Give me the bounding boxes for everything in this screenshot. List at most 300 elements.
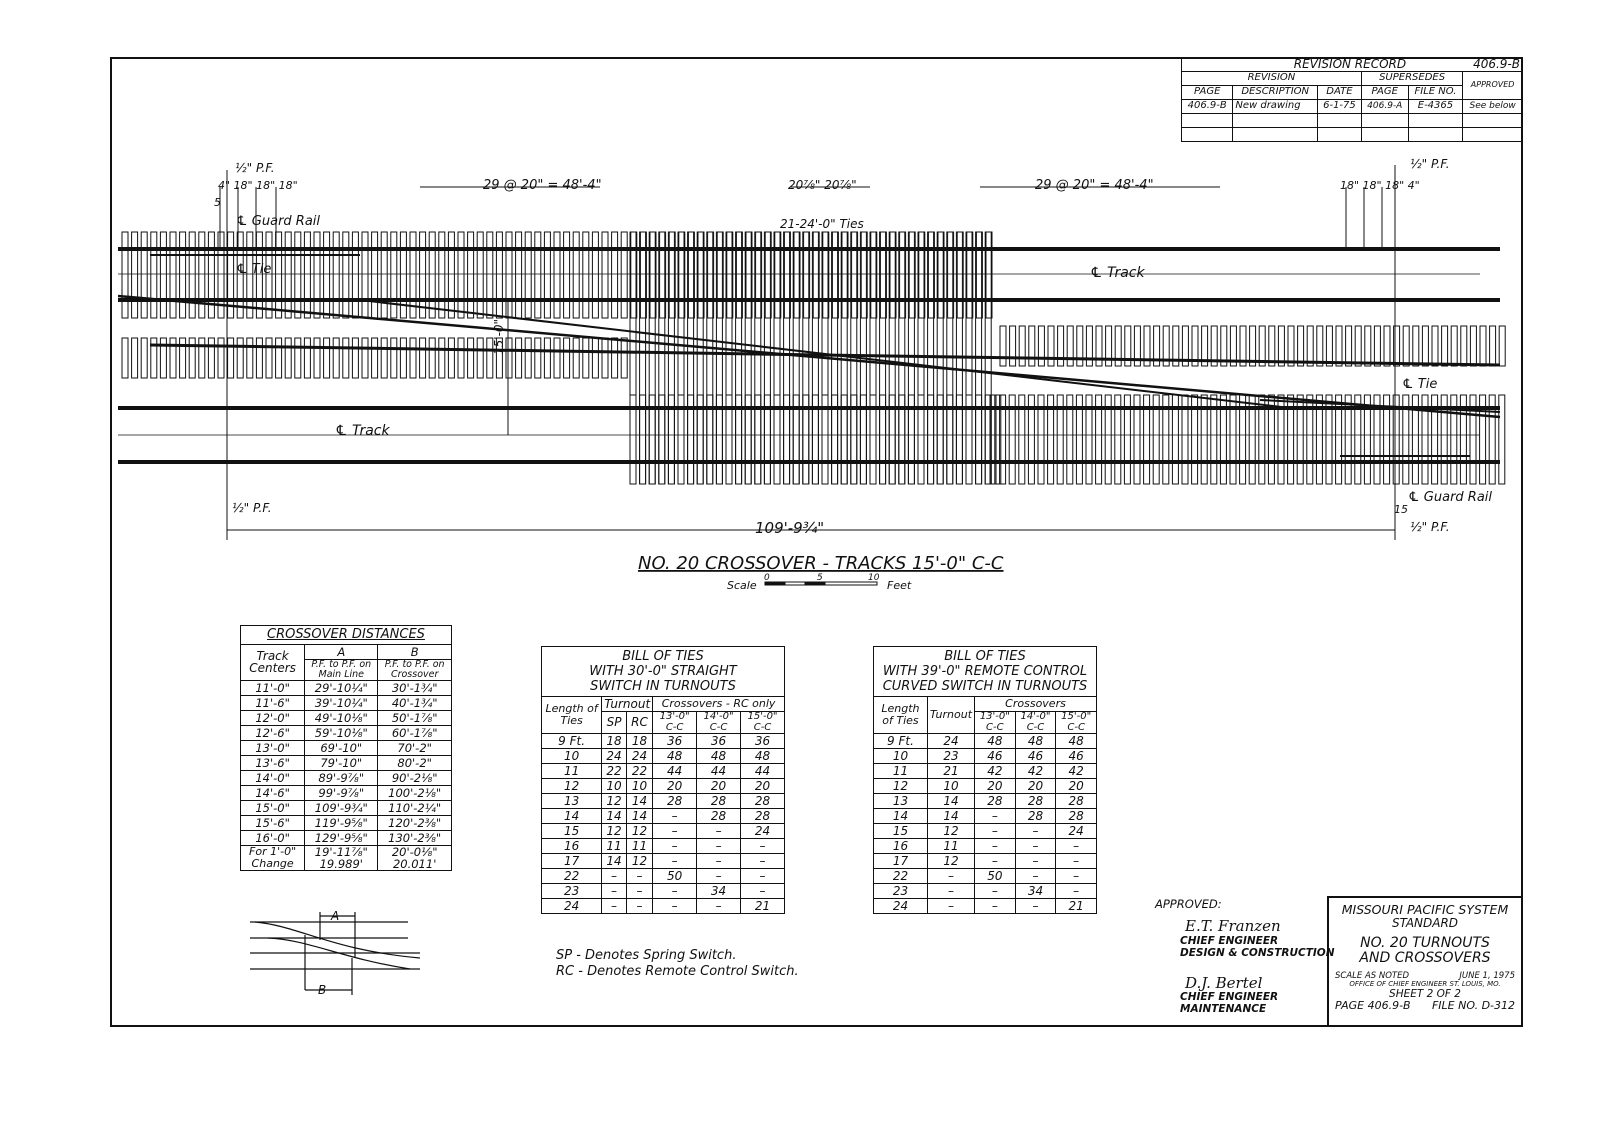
table-cell: 28 <box>1015 809 1056 824</box>
ties-left-dimension: 4" 18" 18" 18" <box>218 179 298 192</box>
signature-1-title <box>1180 935 1334 959</box>
tie <box>362 338 368 378</box>
table-cell: – <box>1056 854 1097 869</box>
table-row <box>241 755 452 770</box>
tie <box>468 232 474 318</box>
table-cell: – <box>697 854 741 869</box>
bill-curved-title-3: CURVED SWITCH IN TURNOUTS <box>882 679 1088 694</box>
table-cell: 48 <box>1015 734 1056 749</box>
tie <box>544 232 550 318</box>
tie <box>372 338 378 378</box>
tie <box>151 232 157 318</box>
tie <box>208 338 214 378</box>
table-cell: 12 <box>542 779 602 794</box>
table-cell: 13'-0" <box>241 740 305 755</box>
table-cell: – <box>1056 869 1097 884</box>
table-row <box>241 680 452 695</box>
table-cell: 21 <box>927 764 974 779</box>
table-cell: – <box>1056 839 1097 854</box>
tie <box>180 232 186 318</box>
table-cell: 44 <box>697 764 741 779</box>
tie <box>477 338 483 378</box>
table-row <box>542 794 785 809</box>
table-cell: 12 <box>626 824 652 839</box>
sheet-number: SHEET 2 OF 2 <box>1389 987 1461 1000</box>
rev-col-date: DATE <box>1318 86 1362 100</box>
tie <box>516 232 522 318</box>
table-cell: 10 <box>874 749 928 764</box>
tie <box>1278 326 1284 366</box>
table-row <box>874 824 1097 839</box>
tie <box>1307 326 1313 366</box>
table-cell: 17 <box>874 854 928 869</box>
table-cell: 48 <box>975 734 1016 749</box>
change-b-cell <box>378 845 452 870</box>
table-cell: 13 <box>874 794 928 809</box>
table-cell: 17 <box>542 854 602 869</box>
sketch-label-a: A <box>331 909 340 923</box>
table-cell: 15'-6" <box>241 815 305 830</box>
tie <box>458 338 464 378</box>
table-cell: – <box>602 884 627 899</box>
table-cell: 24 <box>626 749 652 764</box>
table-cell: 48 <box>653 749 697 764</box>
long-ties-label: 21-24'-0" Ties <box>780 217 864 231</box>
tie <box>199 338 205 378</box>
tie <box>448 338 454 378</box>
tie <box>381 232 387 318</box>
table-cell: 23 <box>927 749 974 764</box>
tie <box>122 232 128 318</box>
table-cell: 130'-2⅜" <box>378 830 452 845</box>
note-rc: RC - Denotes Remote Control Switch. <box>556 964 799 979</box>
table-cell: 36 <box>653 734 697 749</box>
table-cell: – <box>697 869 741 884</box>
table-cell: 9 Ft. <box>542 734 602 749</box>
table-cell: 16 <box>874 839 928 854</box>
change-b-2: 20.011' <box>392 857 437 871</box>
tie <box>602 338 608 378</box>
table-cell: 15'-0" <box>241 800 305 815</box>
table-row <box>241 830 452 845</box>
bill-straight-sub-rc: RC <box>626 712 652 734</box>
table-row <box>542 854 785 869</box>
table-cell: 14 <box>602 854 627 869</box>
table-cell: – <box>653 839 697 854</box>
tie <box>1499 326 1505 366</box>
bill-curved-col-turnout: Turnout <box>927 697 974 734</box>
tie <box>237 338 243 378</box>
tie <box>458 232 464 318</box>
tie-right-label: ℄ Tie <box>1402 377 1438 392</box>
track-centers-label: 15'-0" <box>492 318 506 355</box>
bill-curved-title-1: BILL OF TIES <box>944 649 1026 664</box>
table-cell: 46 <box>1015 749 1056 764</box>
table-cell: 48 <box>697 749 741 764</box>
note-sp: SP - Denotes Spring Switch. <box>556 948 737 963</box>
guard-rail-left-label: ℄ Guard Rail <box>236 214 321 229</box>
tie <box>295 232 301 318</box>
tie <box>314 338 320 378</box>
table-cell: 13'-6" <box>241 755 305 770</box>
tie <box>525 232 531 318</box>
bill-curved-sub-15: 15'-0" C-C <box>1056 712 1097 734</box>
bill-of-ties-curved-table <box>873 646 1097 914</box>
table-cell: 24 <box>542 899 602 914</box>
tie <box>1432 326 1438 366</box>
table-cell: 36 <box>697 734 741 749</box>
table-cell: – <box>741 854 785 869</box>
table-cell: 16 <box>542 839 602 854</box>
tie <box>477 232 483 318</box>
table-cell: 14 <box>626 794 652 809</box>
bill-straight-col-length: Length of Ties <box>542 697 602 734</box>
tie <box>1451 326 1457 366</box>
tie <box>1326 326 1332 366</box>
change-label: For 1'-0" Change <box>241 845 305 870</box>
table-cell: 34 <box>1015 884 1056 899</box>
tie <box>1336 326 1342 366</box>
table-row <box>874 734 1097 749</box>
bill-straight-title-3: SWITCH IN TURNOUTS <box>590 679 736 694</box>
rev-col-page: PAGE <box>1182 86 1233 100</box>
table-cell: 36 <box>741 734 785 749</box>
tie <box>1470 326 1476 366</box>
tie <box>1384 326 1390 366</box>
bill-straight-col-turnout: Turnout <box>602 697 653 712</box>
approved-header: APPROVED <box>1463 72 1523 100</box>
crossover-distances-rows <box>241 680 452 845</box>
table-cell: 22 <box>626 764 652 779</box>
table-row <box>874 869 1097 884</box>
table-row <box>241 725 452 740</box>
table-cell: – <box>975 899 1016 914</box>
tie <box>362 232 368 318</box>
tie <box>1010 326 1016 366</box>
table-cell: 11 <box>626 839 652 854</box>
table-cell: 11'-0" <box>241 680 305 695</box>
table-cell: 10 <box>602 779 627 794</box>
tie <box>506 338 512 378</box>
page-number: PAGE 406.9-B <box>1335 999 1411 1013</box>
tie <box>535 232 541 318</box>
tie <box>621 232 627 318</box>
tie <box>247 338 253 378</box>
table-cell: 24 <box>741 824 785 839</box>
table-cell: 10 <box>626 779 652 794</box>
table-cell: 42 <box>975 764 1016 779</box>
tie <box>1442 326 1448 366</box>
spacing-center-label: 20⅞" 20⅞" <box>788 178 857 192</box>
table-cell: 119'-9⅝" <box>305 815 378 830</box>
table-cell: 48 <box>741 749 785 764</box>
table-row <box>241 695 452 710</box>
tie <box>132 338 138 378</box>
bill-curved-title <box>874 647 1097 697</box>
table-cell: – <box>653 854 697 869</box>
tie <box>487 232 493 318</box>
scale-tick-0: 0 <box>764 573 770 583</box>
revision-group-header: REVISION <box>1182 72 1362 86</box>
table-row <box>241 785 452 800</box>
tie <box>612 232 618 318</box>
table-cell: 28 <box>975 794 1016 809</box>
table-cell: 15 <box>542 824 602 839</box>
table-cell: 14'-6" <box>241 785 305 800</box>
crossover-distances-table <box>240 625 452 871</box>
bill-straight-title-2: WITH 30'-0" STRAIGHT <box>589 664 737 679</box>
scale-tick-5: 5 <box>817 573 823 583</box>
table-cell: 24 <box>927 734 974 749</box>
table-cell: 12'-6" <box>241 725 305 740</box>
sig2-title-1: CHIEF ENGINEER <box>1180 991 1279 1003</box>
table-row <box>542 764 785 779</box>
tie <box>612 338 618 378</box>
table-cell: 23 <box>542 884 602 899</box>
tie <box>1355 326 1361 366</box>
table-cell: – <box>1015 899 1056 914</box>
tie <box>573 232 579 318</box>
tie <box>439 232 445 318</box>
table-cell: 28 <box>697 794 741 809</box>
tie <box>1038 326 1044 366</box>
table-cell: – <box>697 899 741 914</box>
tie <box>525 338 531 378</box>
spacing-right-label: 29 @ 20" = 48'-4" <box>1035 178 1154 193</box>
standard-label: STANDARD <box>1391 915 1459 930</box>
bill-straight-col-crossovers: Crossovers - RC only <box>653 697 785 712</box>
change-a-2: 19.989' <box>319 857 363 871</box>
tie <box>1317 326 1323 366</box>
tie <box>621 338 627 378</box>
table-cell: 80'-2" <box>378 755 452 770</box>
table-cell: 14 <box>542 809 602 824</box>
switch-notes <box>556 948 799 980</box>
track-centerline-lower-label: ℄ Track <box>335 423 390 439</box>
tie <box>1490 326 1496 366</box>
signature-2: D.J. Bertel <box>1185 974 1263 992</box>
tie <box>592 232 598 318</box>
table-cell: 48 <box>1056 734 1097 749</box>
table-cell: 69'-10" <box>305 740 378 755</box>
tie <box>352 338 358 378</box>
col-track-centers: Track Centers <box>241 645 305 681</box>
table-cell: 22 <box>542 869 602 884</box>
tie-left-label: ℄ Tie <box>236 262 272 277</box>
bill-straight-sub-15: 15'-0" C-C <box>741 712 785 734</box>
tie <box>1480 326 1486 366</box>
table-row <box>542 899 785 914</box>
tie <box>564 232 570 318</box>
tie <box>516 338 522 378</box>
table-cell: 109'-9¾" <box>305 800 378 815</box>
bill-straight-title <box>542 647 785 697</box>
tie <box>333 232 339 318</box>
tie <box>496 232 502 318</box>
table-cell: 24 <box>602 749 627 764</box>
table-cell: 50'-1⅞" <box>378 710 452 725</box>
tie <box>170 232 176 318</box>
tie <box>189 338 195 378</box>
tie <box>583 232 589 318</box>
tie <box>1019 326 1025 366</box>
title-block <box>1327 896 1523 1027</box>
approved-label: APPROVED: <box>1155 897 1222 911</box>
rev-col-file-no: FILE NO. <box>1408 86 1463 100</box>
guard-rail-right-label: ℄ Guard Rail <box>1408 490 1493 505</box>
tie <box>1048 326 1054 366</box>
tie <box>506 232 512 318</box>
table-cell: 129'-9⅝" <box>305 830 378 845</box>
table-cell: 14 <box>602 809 627 824</box>
tie <box>592 338 598 378</box>
col-a-sub: P.F. to P.F. on Main Line <box>305 660 378 681</box>
table-row <box>542 779 785 794</box>
tie <box>122 338 128 378</box>
table-cell: – <box>927 869 974 884</box>
table-cell: – <box>741 884 785 899</box>
bill-curved-col-crossovers: Crossovers <box>975 697 1097 712</box>
tie <box>544 338 550 378</box>
rev-row-description: New drawing <box>1233 100 1318 114</box>
ties-right-dimension: 18" 18" 18" 4" <box>1340 179 1420 192</box>
table-row <box>241 740 452 755</box>
table-row <box>874 854 1097 869</box>
table-cell: 11 <box>874 764 928 779</box>
table-cell: 50 <box>653 869 697 884</box>
table-cell: 120'-2⅜" <box>378 815 452 830</box>
table-cell: 20 <box>1056 779 1097 794</box>
tie <box>468 338 474 378</box>
tie <box>554 232 560 318</box>
table-cell: 28 <box>1056 794 1097 809</box>
table-row <box>542 869 785 884</box>
dim-15-label: 15 <box>1394 503 1408 516</box>
tie <box>314 232 320 318</box>
sig1-title-1: CHIEF ENGINEER <box>1180 935 1279 947</box>
pf-top-right-label: ½" P.F. <box>1410 157 1450 171</box>
table-cell: 70'-2" <box>378 740 452 755</box>
table-cell: 18 <box>602 734 627 749</box>
rev-row-page: 406.9-B <box>1182 100 1233 114</box>
table-cell: 12 <box>874 779 928 794</box>
scale-unit: Feet <box>887 579 912 592</box>
change-b-1: 20'-0⅛" <box>391 844 438 859</box>
table-row <box>874 839 1097 854</box>
table-cell: 29'-10¼" <box>305 680 378 695</box>
tie <box>554 338 560 378</box>
tie <box>324 338 330 378</box>
tie <box>583 338 589 378</box>
tie <box>1298 326 1304 366</box>
table-cell: 22 <box>874 869 928 884</box>
table-cell: 20 <box>697 779 741 794</box>
table-cell: 24 <box>1056 824 1097 839</box>
crossover-distances-title: CROSSOVER DISTANCES <box>241 626 452 645</box>
table-cell: – <box>697 839 741 854</box>
table-cell: 14'-0" <box>241 770 305 785</box>
sheet-title-1: NO. 20 TURNOUTS <box>1360 934 1490 951</box>
bill-straight-sub-14: 14'-0" C-C <box>697 712 741 734</box>
sig1-title-2: DESIGN & CONSTRUCTION <box>1180 947 1335 959</box>
table-cell: 28 <box>1015 794 1056 809</box>
table-cell: 90'-2⅛" <box>378 770 452 785</box>
tie <box>333 338 339 378</box>
issue-date: JUNE 1, 1975 <box>1459 970 1515 981</box>
table-row <box>542 734 785 749</box>
table-cell: – <box>602 899 627 914</box>
scale-note: SCALE AS NOTED <box>1335 970 1410 981</box>
table-cell: 28 <box>697 809 741 824</box>
table-cell: 39'-10¼" <box>305 695 378 710</box>
table-cell: 34 <box>697 884 741 899</box>
table-cell: 12 <box>602 794 627 809</box>
bill-straight-rows <box>542 734 785 914</box>
tie <box>1422 326 1428 366</box>
table-cell: – <box>975 884 1016 899</box>
table-cell: 12 <box>602 824 627 839</box>
table-row <box>542 839 785 854</box>
bill-of-ties-straight-table <box>541 646 785 914</box>
tie <box>285 338 291 378</box>
table-cell: 79'-10" <box>305 755 378 770</box>
col-a: A <box>305 645 378 660</box>
tie <box>266 338 272 378</box>
rev-col-description: DESCRIPTION <box>1233 86 1318 100</box>
table-cell: 21 <box>1056 899 1097 914</box>
tie <box>1346 326 1352 366</box>
col-b: B <box>378 645 452 660</box>
tie <box>372 232 378 318</box>
table-cell: 40'-1¾" <box>378 695 452 710</box>
tie <box>429 338 435 378</box>
table-cell: – <box>741 869 785 884</box>
table-cell: – <box>975 839 1016 854</box>
table-cell: 12'-0" <box>241 710 305 725</box>
table-cell: 24 <box>874 899 928 914</box>
table-cell: – <box>927 899 974 914</box>
rev-row-approved: See below <box>1463 100 1523 114</box>
tie <box>276 338 282 378</box>
table-cell: 42 <box>1015 764 1056 779</box>
tie <box>218 338 224 378</box>
table-row <box>874 809 1097 824</box>
table-cell: 9 Ft. <box>874 734 928 749</box>
drawing-title: NO. 20 CROSSOVER - TRACKS 15'-0" C-C <box>638 553 1004 574</box>
page-file-row <box>1329 1000 1521 1012</box>
table-cell: – <box>1015 869 1056 884</box>
table-cell: 13 <box>542 794 602 809</box>
revision-page-number: 406.9-B <box>1408 58 1522 72</box>
bill-straight-title-1: BILL OF TIES <box>622 649 704 664</box>
table-row <box>542 809 785 824</box>
tie <box>285 232 291 318</box>
tie <box>1029 326 1035 366</box>
track-centerline-upper-label: ℄ Track <box>1090 265 1145 281</box>
tie <box>352 232 358 318</box>
tie <box>141 232 147 318</box>
table-cell: 59'-10⅛" <box>305 725 378 740</box>
table-cell: 12 <box>927 824 974 839</box>
bill-curved-col-length: Length of Ties <box>874 697 928 734</box>
table-cell: – <box>626 899 652 914</box>
table-cell: 28 <box>741 794 785 809</box>
table-cell: – <box>927 884 974 899</box>
table-row <box>874 899 1097 914</box>
table-cell: 28 <box>741 809 785 824</box>
scale-tick-10: 10 <box>868 573 880 583</box>
table-row <box>241 815 452 830</box>
